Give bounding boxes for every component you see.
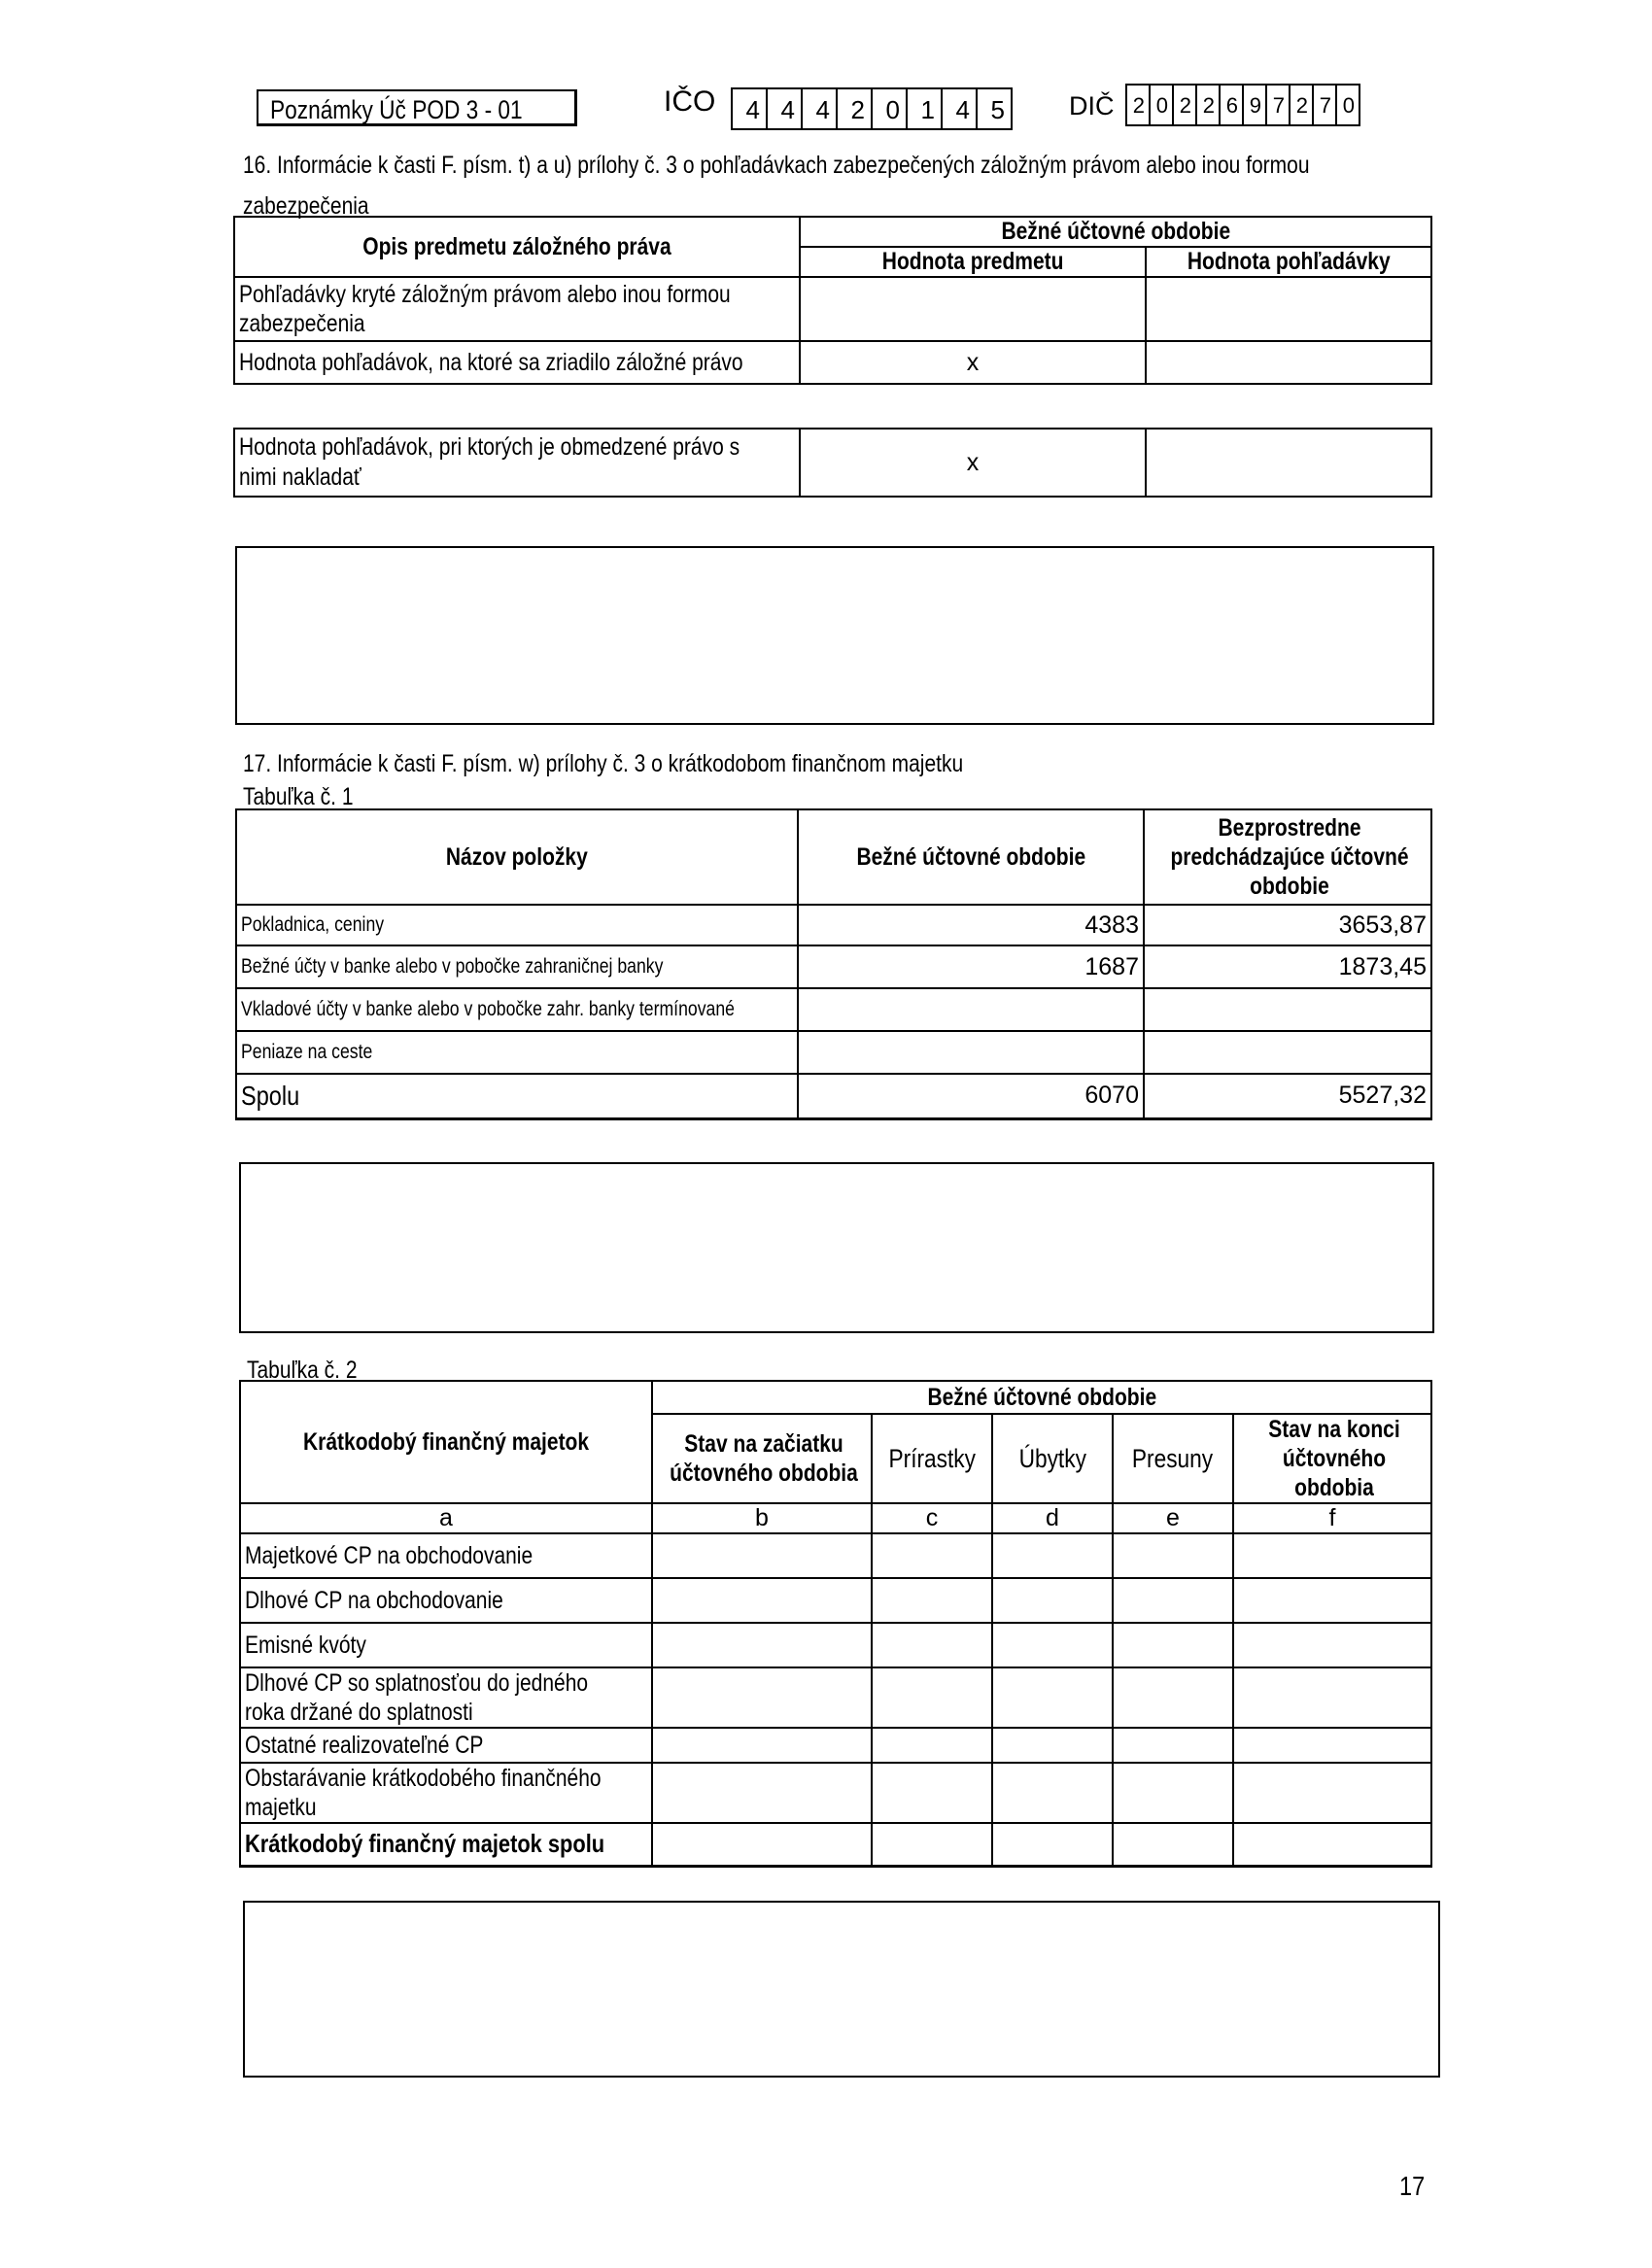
t2-cell	[652, 1623, 872, 1667]
t1-row-label-text: Peniaze na ceste	[241, 1041, 373, 1063]
t1-col-previous	[1144, 809, 1431, 905]
restricted-row-label	[234, 429, 800, 497]
t2-cell	[652, 1667, 872, 1728]
table-row	[236, 988, 1431, 1031]
table-row	[240, 1533, 1431, 1578]
t1-row-current	[798, 1031, 1144, 1074]
dic-digit: 7	[1267, 86, 1291, 124]
table-row-total	[240, 1823, 1431, 1866]
t2-col-transfers	[1113, 1414, 1233, 1503]
t2-cell	[872, 1823, 992, 1866]
section-16-title-line1: 16. Informácie k časti F. písm. t) a u) prílohy č. 3 o pohľadávkach zabezpečených záložným právom alebo inou formou	[243, 152, 1310, 179]
t2-cell	[992, 1667, 1113, 1728]
table-row	[240, 1623, 1431, 1667]
t2-row-label	[240, 1533, 652, 1578]
form-title-box	[257, 89, 577, 126]
t2-row-label-text: Emisné kvóty	[245, 1631, 366, 1659]
dic-digit: 0	[1337, 86, 1360, 124]
t2-col-asset	[240, 1381, 652, 1503]
t2-cell	[1233, 1763, 1431, 1823]
t1-row-label	[236, 945, 798, 988]
t1-col-current-text: Bežné účtovné obdobie	[856, 842, 1085, 871]
t1-row-label	[236, 988, 798, 1031]
t2-cell	[1233, 1667, 1431, 1728]
dic-digit: 0	[1151, 86, 1174, 124]
dic-label: DIČ	[1069, 91, 1115, 120]
t2-row-label-text: Dlhové CP na obchodovanie	[245, 1586, 503, 1614]
pledge-col-desc-text: Opis predmetu záložného práva	[362, 232, 671, 260]
t1-col-current	[798, 809, 1144, 905]
t2-cell	[872, 1728, 992, 1763]
t2-letter: c	[872, 1503, 992, 1533]
restricted-table	[233, 428, 1432, 498]
pledge-col-period-text: Bežné účtovné obdobie	[1001, 218, 1230, 245]
t1-row-previous: 3653,87	[1144, 905, 1431, 945]
pledge-col-value-receivable	[1146, 247, 1431, 277]
pledge-col-period	[800, 217, 1431, 247]
pledge-row-value-receivable	[1146, 277, 1431, 341]
t1-row-previous	[1144, 988, 1431, 1031]
t2-cell	[992, 1728, 1113, 1763]
table-row	[240, 1763, 1431, 1823]
dic-digit: 6	[1221, 86, 1244, 124]
form-title: Poznámky Úč POD 3 - 01	[270, 95, 523, 124]
t1-total-previous: 5527,32	[1144, 1074, 1431, 1118]
pledge-row-label-text: Hodnota pohľadávok, na ktoré sa zriadilo záložné právo	[239, 348, 743, 376]
ico-digit: 4	[803, 89, 838, 128]
t2-cell	[1113, 1728, 1233, 1763]
ico-digit: 4	[768, 89, 803, 128]
t2-cell	[652, 1823, 872, 1866]
ico-digit: 0	[873, 89, 908, 128]
t2-cell	[992, 1533, 1113, 1578]
restricted-row-value-receivable	[1146, 429, 1431, 497]
t1-row-label	[236, 1031, 798, 1074]
t2-col-start	[652, 1414, 872, 1503]
t2-cell	[872, 1623, 992, 1667]
t2-cell	[1113, 1623, 1233, 1667]
t2-cell	[872, 1763, 992, 1823]
t2-cell	[1233, 1533, 1431, 1578]
t1-col-name	[236, 809, 798, 905]
t2-col-end	[1233, 1414, 1431, 1503]
pledge-row-label	[234, 277, 800, 341]
t2-total-label	[240, 1823, 652, 1866]
t2-col-start-text: Stav na začiatku účtovného obdobia	[670, 1430, 858, 1487]
t2-col-period	[652, 1381, 1431, 1414]
t2-row-label-text: Majetkové CP na obchodovanie	[245, 1541, 533, 1569]
table-row	[234, 429, 1431, 497]
t1-total-current: 6070	[798, 1074, 1144, 1118]
section-17-notes-box-1	[239, 1162, 1434, 1333]
ico-digit: 5	[978, 89, 1013, 128]
t2-row-label-text: Obstarávanie krátkodobého finančného majetku	[245, 1765, 602, 1821]
t1-row-label	[236, 905, 798, 945]
t2-col-increase	[872, 1414, 992, 1503]
table1-label-text: Tabuľka č. 1	[243, 783, 354, 810]
ico-digit: 4	[733, 89, 768, 128]
pledge-row-value-receivable	[1146, 341, 1431, 384]
section-16-title	[243, 152, 1513, 180]
t2-letter: b	[652, 1503, 872, 1533]
page-number-text: 17	[1399, 2171, 1426, 2201]
t2-total-label-text: Krátkodobý finančný majetok spolu	[245, 1829, 605, 1859]
t2-letter: d	[992, 1503, 1113, 1533]
t1-col-previous-text: Bezprostredne predchádzajúce účtovné obdobie	[1170, 814, 1409, 900]
t1-row-current: 4383	[798, 905, 1144, 945]
t2-row-label	[240, 1728, 652, 1763]
t2-row-label	[240, 1667, 652, 1728]
t1-row-label-text: Pokladnica, ceniny	[241, 913, 385, 936]
t2-cell	[872, 1578, 992, 1623]
ico-digit: 1	[908, 89, 943, 128]
t1-total-label-text: Spolu	[241, 1080, 300, 1111]
dic-digit: 7	[1314, 86, 1337, 124]
dic-digits	[1125, 84, 1360, 126]
table-row	[240, 1667, 1431, 1728]
restricted-row-label-text: Hodnota pohľadávok, pri ktorých je obmedzené právo s nimi nakladať	[239, 433, 740, 491]
t2-cell	[652, 1578, 872, 1623]
t2-letter: f	[1233, 1503, 1431, 1533]
t2-cell	[992, 1823, 1113, 1866]
t2-cell	[992, 1623, 1113, 1667]
t2-col-decrease	[992, 1414, 1113, 1503]
t2-col-end-text: Stav na konci účtovného obdobia	[1268, 1416, 1400, 1501]
section-16-title-line2: zabezpečenia	[243, 192, 369, 220]
t2-letter: a	[240, 1503, 652, 1533]
table2-label-text: Tabuľka č. 2	[247, 1357, 358, 1384]
t2-col-increase-text: Prírastky	[888, 1443, 976, 1473]
table1-label	[243, 783, 374, 811]
pledge-col-value-subject-text: Hodnota predmetu	[881, 248, 1064, 275]
pledge-row-label	[234, 341, 800, 384]
dic-digit: 9	[1244, 86, 1267, 124]
table-row	[240, 1728, 1431, 1763]
table-row	[234, 341, 1431, 384]
section-17-notes-box-2	[243, 1901, 1440, 2078]
table-row	[236, 945, 1431, 988]
t2-col-period-text: Bežné účtovné obdobie	[927, 1383, 1156, 1411]
dic-digit: 2	[1197, 86, 1221, 124]
table-row	[236, 905, 1431, 945]
t1-row-label-text: Bežné účty v banke alebo v pobočke zahraničnej banky	[241, 955, 664, 978]
t2-cell	[1233, 1578, 1431, 1623]
t1-col-name-text: Názov položky	[446, 842, 588, 871]
t2-cell	[872, 1533, 992, 1578]
t2-cell	[652, 1728, 872, 1763]
ico-label: IČO	[664, 86, 716, 118]
t2-row-label-text: Dlhové CP so splatnosťou do jedného roka držané do splatnosti	[245, 1669, 589, 1726]
t2-row-label	[240, 1623, 652, 1667]
t1-row-previous: 1873,45	[1144, 945, 1431, 988]
t2-cell	[1113, 1667, 1233, 1728]
t2-row-label	[240, 1763, 652, 1823]
pledge-col-value-receivable-text: Hodnota pohľadávky	[1187, 248, 1391, 275]
table-row	[240, 1578, 1431, 1623]
section-16-notes-box	[235, 546, 1434, 725]
pledge-col-desc	[234, 217, 800, 277]
t2-cell	[1233, 1823, 1431, 1866]
t2-col-asset-text: Krátkodobý finančný majetok	[302, 1427, 590, 1456]
table-row	[236, 1031, 1431, 1074]
dic-digit: 2	[1127, 86, 1151, 124]
pledge-table	[233, 216, 1432, 385]
t2-cell	[1113, 1763, 1233, 1823]
t2-cell	[1233, 1728, 1431, 1763]
t2-cell	[1113, 1533, 1233, 1578]
t2-cell	[992, 1763, 1113, 1823]
t2-cell	[1233, 1623, 1431, 1667]
dic-digit: 2	[1174, 86, 1197, 124]
t2-cell	[872, 1667, 992, 1728]
section-17-title-text: 17. Informácie k časti F. písm. w) prílohy č. 3 o krátkodobom finančnom majetku	[243, 750, 964, 777]
t1-row-current	[798, 988, 1144, 1031]
t2-row-label-text: Ostatné realizovateľné CP	[245, 1731, 484, 1759]
t1-row-label-text: Vkladové účty v banke alebo v pobočke zahr. banky termínované	[241, 998, 735, 1020]
short-term-assets-table-2	[239, 1380, 1432, 1868]
short-term-assets-table-1	[235, 808, 1432, 1120]
t2-letter: e	[1113, 1503, 1233, 1533]
pledge-col-value-subject	[800, 247, 1146, 277]
dic-digit: 2	[1291, 86, 1314, 124]
t2-row-label	[240, 1578, 652, 1623]
pledge-row-label-text: Pohľadávky kryté záložným právom alebo inou formou zabezpečenia	[239, 281, 731, 337]
section-17-title	[243, 750, 1100, 778]
ico-digit: 4	[943, 89, 978, 128]
restricted-row-value-subject: x	[800, 429, 1146, 497]
table-row-total	[236, 1074, 1431, 1118]
t2-cell	[1113, 1823, 1233, 1866]
t2-cell	[992, 1578, 1113, 1623]
t1-total-label	[236, 1074, 798, 1118]
page-number	[1399, 2171, 1429, 2202]
ico-digits	[731, 87, 1013, 130]
t2-cell	[1113, 1578, 1233, 1623]
t2-col-decrease-text: Úbytky	[1018, 1443, 1086, 1473]
t2-col-transfers-text: Presuny	[1132, 1443, 1214, 1473]
t1-row-current: 1687	[798, 945, 1144, 988]
pledge-row-value-subject: x	[800, 341, 1146, 384]
t1-row-previous	[1144, 1031, 1431, 1074]
table-row	[234, 277, 1431, 341]
pledge-row-value-subject	[800, 277, 1146, 341]
t2-cell	[652, 1533, 872, 1578]
ico-digit: 2	[838, 89, 873, 128]
t2-cell	[652, 1763, 872, 1823]
